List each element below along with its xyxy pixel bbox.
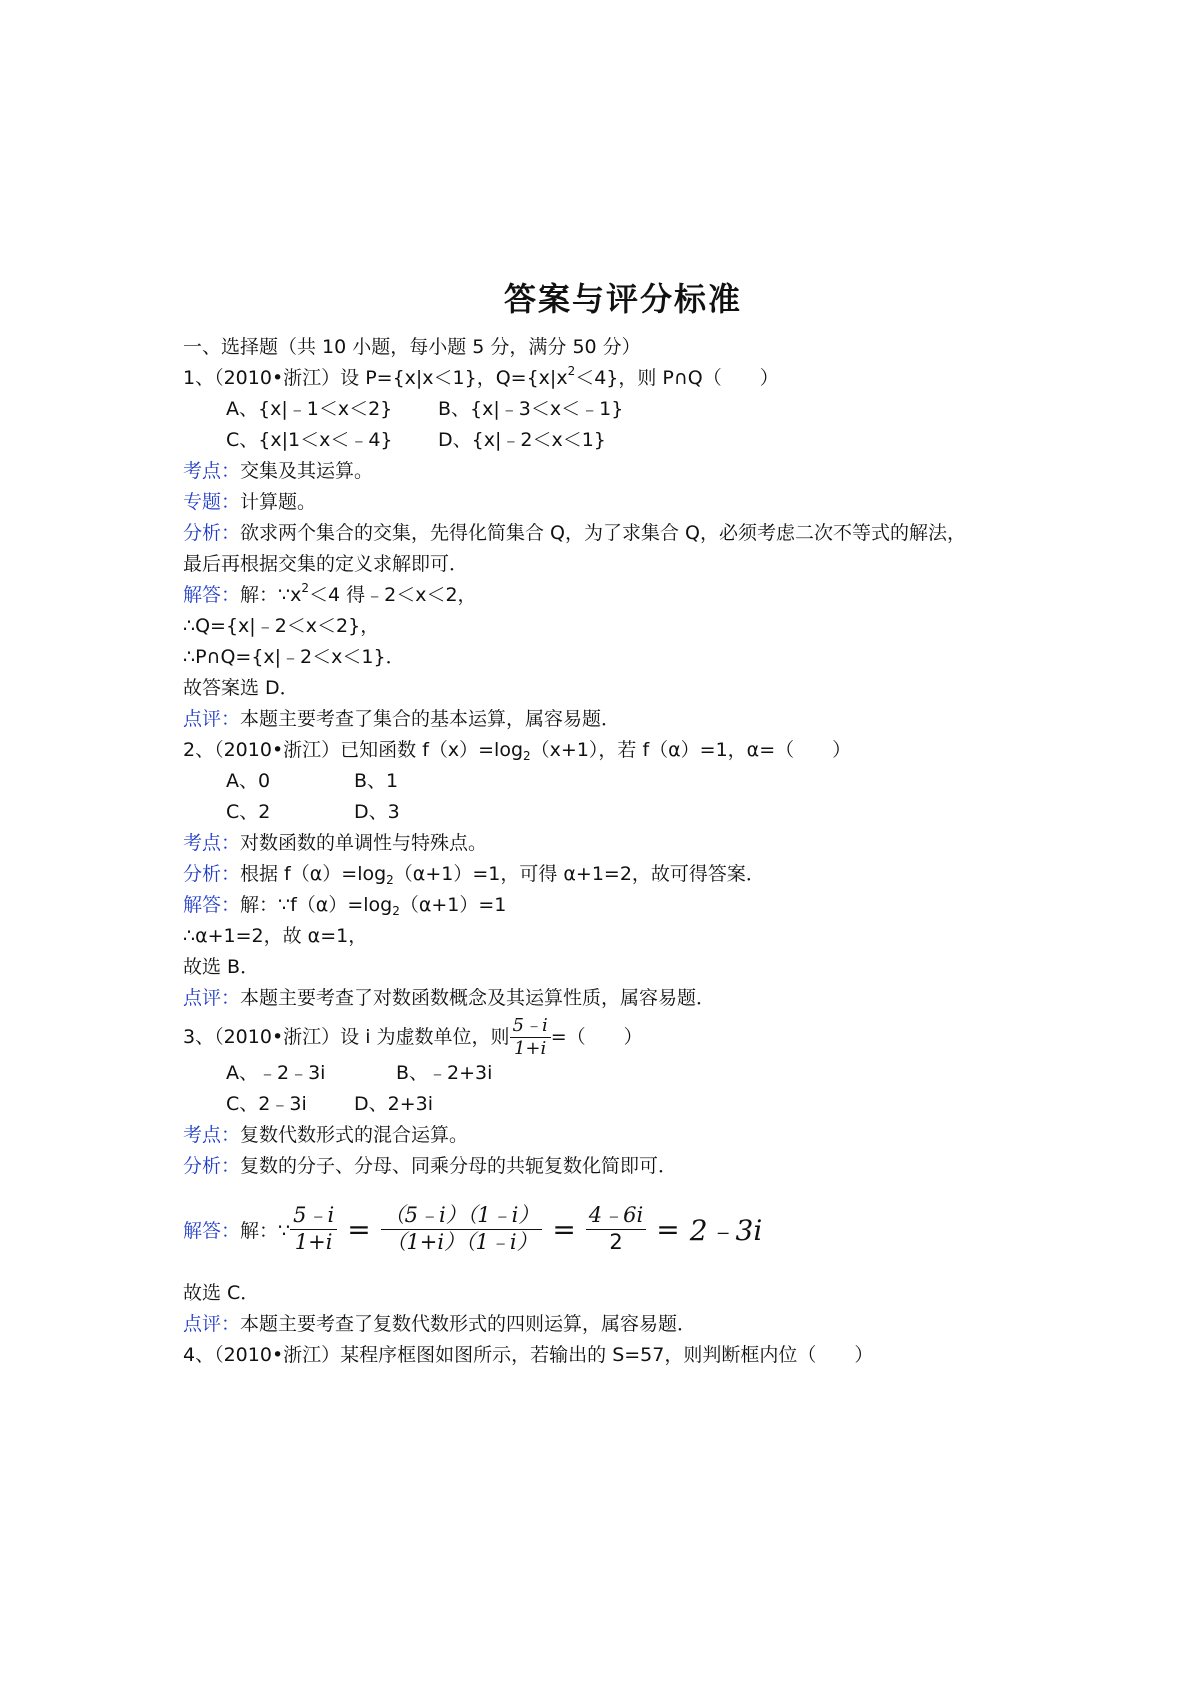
q3-fenxi: 分析：复数的分子、分母、同乘分母的共轭复数化简即可．: [183, 1155, 678, 1177]
question-4-stem: 4、（2010•浙江）某程序框图如图所示，若输出的 S=57，则判断框内位（ ）: [183, 1344, 874, 1366]
option-c: C、{x|1＜x＜﹣4}: [226, 429, 393, 451]
equation-fraction-3: $\frac{4﹣6i}{2}$: [586, 1204, 646, 1253]
q1-jieda: 解答：解：$\because x^2<4$ 得﹣2＜x＜2，: [183, 581, 477, 606]
equation-fraction-2: $\frac{(5﹣i)(1﹣i)}{(1+i)(1﹣i)}$: [381, 1204, 543, 1253]
option-b: B、﹣2+3i: [396, 1062, 493, 1084]
question-1-stem: 1、（2010•浙江）设 P={x|x＜1}，$Q=\{x|x^2<4\}$，则 P∩Q（ ）: [183, 364, 779, 389]
q1-zhuanti: 专题：计算题。: [183, 491, 317, 513]
q1-fenxi-cont: 最后再根据交集的定义求解即可．: [183, 553, 469, 575]
q2-step-1: ∴α+1=2，故 α=1，: [183, 925, 368, 947]
q3-jieda-equation: 解答： 解：∵ $\frac{5﹣i}{1+i}$ = $\frac{(5﹣i)(1﹣i)}{(1+i)(1﹣i)}$ = $\frac{4﹣6i}{2}$ = 2﹣3i: [183, 1203, 763, 1254]
question-2-options-row-2: [183, 797, 1063, 828]
question-2-stem: 2、（2010•浙江）已知函数 $f(x)=\log_2(x+1)$，若 f（α）=1，α=（ ）: [183, 739, 852, 763]
equation-fraction-1: $\frac{5﹣i}{1+i}$: [290, 1204, 337, 1253]
q2-answer: 故选 B．: [183, 956, 260, 978]
q3-answer: 故选 C．: [183, 1282, 260, 1304]
q3-dianping: 点评：本题主要考查了复数代数形式的四则运算，属容易题．: [183, 1313, 697, 1335]
q2-dianping: 点评：本题主要考查了对数函数概念及其运算性质，属容易题．: [183, 987, 716, 1009]
q3-kaodian: 考点：复数代数形式的混合运算。: [183, 1124, 469, 1146]
option-b: B、{x|﹣3＜x＜﹣1}: [438, 398, 624, 420]
equals-sign: =: [656, 1212, 680, 1246]
option-a: A、0: [226, 770, 271, 792]
option-b: B、1: [354, 770, 399, 792]
section-heading: 一、选择题（共 10 小题，每小题 5 分，满分 50 分）: [183, 336, 641, 358]
option-d: D、{x|﹣2＜x＜1}: [438, 429, 606, 451]
q2-fenxi: 分析：根据 $f(\alpha)=\log_2(\alpha+1)=1$，可得 α+1=2，故可得答案．: [183, 863, 765, 887]
option-d: D、3: [354, 801, 400, 823]
question-1-options-row-1: [183, 394, 1063, 425]
q1-dianping: 点评：本题主要考查了集合的基本运算，属容易题．: [183, 708, 621, 730]
question-3-options-row-2: [183, 1089, 1063, 1120]
q1-step-1: ∴Q={x|﹣2＜x＜2}，: [183, 615, 380, 637]
equals-sign: =: [347, 1212, 371, 1246]
q2-jieda: 解答：解：$\because f(\alpha)=\log_2(\alpha+1)=1$: [183, 894, 507, 918]
option-d: D、2+3i: [354, 1093, 434, 1115]
option-c: C、2﹣3i: [226, 1093, 307, 1115]
q1-answer: 故答案选 D．: [183, 677, 299, 699]
q1-kaodian: 考点：交集及其运算。: [183, 460, 374, 482]
equals-sign: =: [552, 1212, 576, 1246]
q1-step-2: ∴P∩Q={x|﹣2＜x＜1}．: [183, 646, 405, 668]
option-a: A、{x|﹣1＜x＜2}: [226, 398, 393, 420]
question-3-options-row-1: [183, 1058, 1063, 1089]
document-page: [183, 278, 1063, 1371]
question-2-options-row-1: [183, 766, 1063, 797]
q2-kaodian: 考点：对数函数的单调性与特殊点。: [183, 832, 488, 854]
question-1-options-row-2: [183, 425, 1063, 456]
q1-fenxi: 分析：欲求两个集合的交集，先得化简集合 Q，为了求集合 Q，必须考虑二次不等式的解法，: [183, 522, 967, 544]
option-c: C、2: [226, 801, 271, 823]
stem-fraction: $\frac{5﹣i}{1+i}$: [510, 1016, 551, 1059]
equation-result: 2﹣3i: [689, 1214, 763, 1247]
option-a: A、﹣2﹣3i: [226, 1062, 326, 1084]
question-3-stem: 3、（2010•浙江）设 i 为虚数单位，则 $\frac{5﹣i}{1+i}$ =（ ）: [183, 1015, 643, 1059]
page-title: 答案与评分标准: [503, 280, 742, 318]
